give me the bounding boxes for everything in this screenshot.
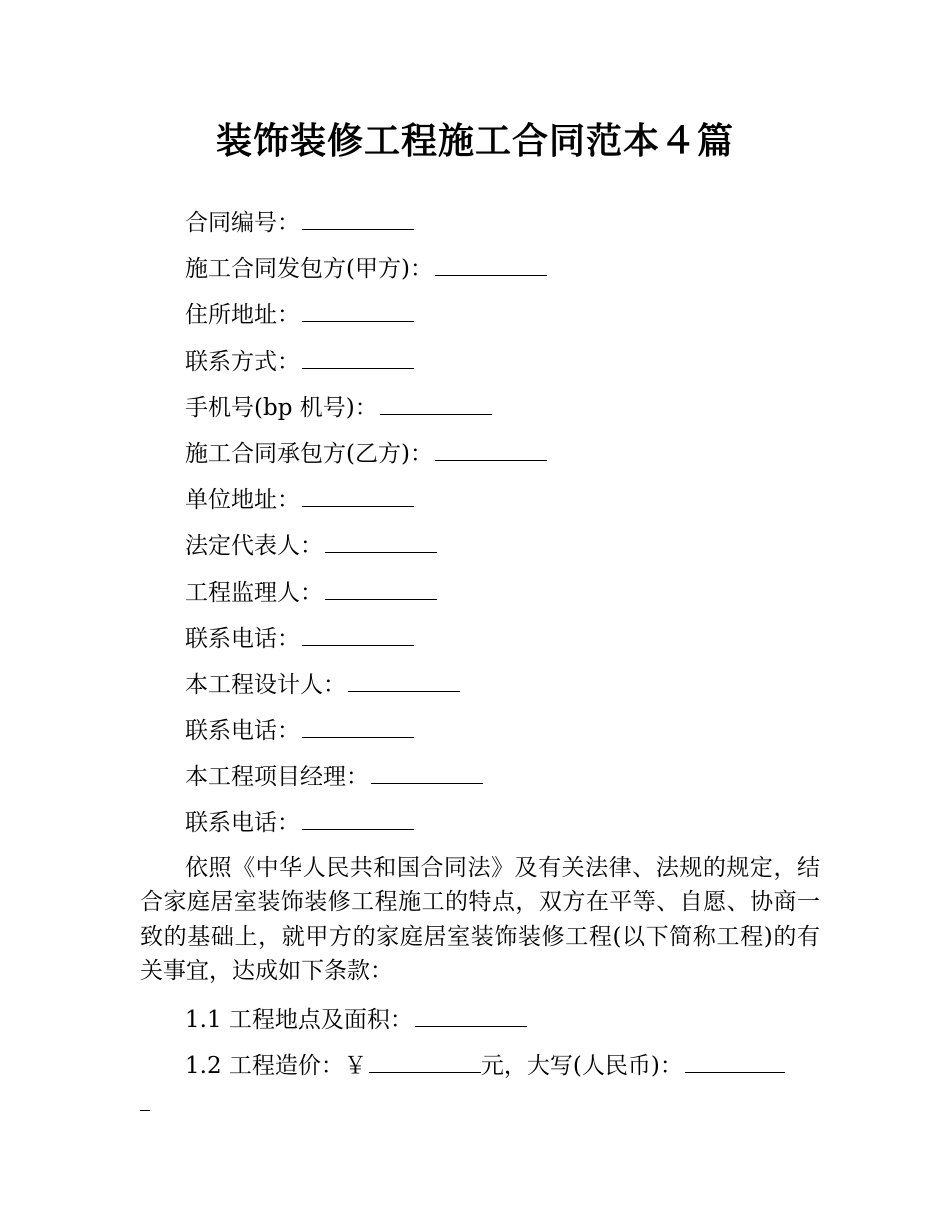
- field-label: 手机号(bp 机号)：: [185, 394, 378, 421]
- field-contact-phone: [140, 616, 820, 662]
- field-label: 合同编号：: [185, 210, 300, 236]
- field-legal-representative: [140, 523, 820, 569]
- blank-line: [302, 211, 414, 230]
- blank-line: [348, 673, 460, 692]
- field-label: 施工合同承包方(乙方)：: [185, 440, 433, 467]
- field-label: 联系电话：: [185, 810, 300, 837]
- blank-line: [369, 1054, 481, 1073]
- blank-line: [302, 488, 414, 507]
- clause-1-2: [140, 1043, 820, 1089]
- blank-line: [325, 534, 437, 553]
- blank-line: [371, 765, 483, 784]
- blank-line: [302, 719, 414, 738]
- blank-line: [140, 1092, 150, 1111]
- field-label: 本工程设计人：: [185, 671, 346, 698]
- clause-1-2-continuation: [140, 1089, 820, 1119]
- clause-1-1: [140, 997, 820, 1043]
- field-residence-address: [140, 292, 820, 338]
- document-title: 装饰装修工程施工合同范本４篇: [215, 121, 734, 162]
- blank-line: [380, 396, 492, 415]
- field-project-manager: [140, 754, 820, 800]
- clause-label: 1.2 工程造价：￥: [185, 1052, 367, 1079]
- field-label: 住所地址：: [185, 302, 300, 329]
- field-label: 联系方式：: [185, 348, 300, 375]
- field-project-designer: [140, 662, 820, 708]
- blank-line: [302, 303, 414, 322]
- field-label: 工程监理人：: [185, 579, 323, 606]
- field-label: 施工合同发包方(甲方)：: [185, 256, 433, 283]
- field-label: 单位地址：: [185, 487, 300, 514]
- field-mobile-number: [140, 385, 820, 431]
- field-company-address: [140, 477, 820, 523]
- blank-line: [302, 811, 414, 830]
- blank-line: [415, 1008, 527, 1027]
- blank-line: [302, 350, 414, 369]
- field-party-a: [140, 246, 820, 292]
- clause-label: 元，大写(人民币)：: [480, 1052, 683, 1079]
- blank-line: [435, 442, 547, 461]
- clause-label: 1.1 工程地点及面积：: [185, 1006, 413, 1033]
- field-contact-phone: [140, 800, 820, 846]
- field-contact-phone: [140, 708, 820, 754]
- field-label: 本工程项目经理：: [185, 764, 369, 791]
- field-project-supervisor: [140, 570, 820, 616]
- document-body: [140, 200, 820, 1119]
- blank-line: [435, 257, 547, 276]
- field-label: 联系电话：: [185, 718, 300, 745]
- blank-line: [685, 1054, 785, 1073]
- blank-line: [302, 627, 414, 646]
- field-contract-number: [140, 200, 820, 246]
- field-party-b: [140, 431, 820, 477]
- preamble-paragraph: 依照《中华人民共和国合同法》及有关法律、法规的规定，结合家庭居室装饰装修工程施工的特点，双方在平等、自愿、协商一致的基础上，就甲方的家庭居室装饰装修工程(以下简称工程)的有关事宜，达成如下条款：: [140, 854, 820, 985]
- blank-line: [325, 581, 437, 600]
- field-label: 法定代表人：: [185, 533, 323, 560]
- field-label: 联系电话：: [185, 625, 300, 652]
- field-contact-method: [140, 339, 820, 385]
